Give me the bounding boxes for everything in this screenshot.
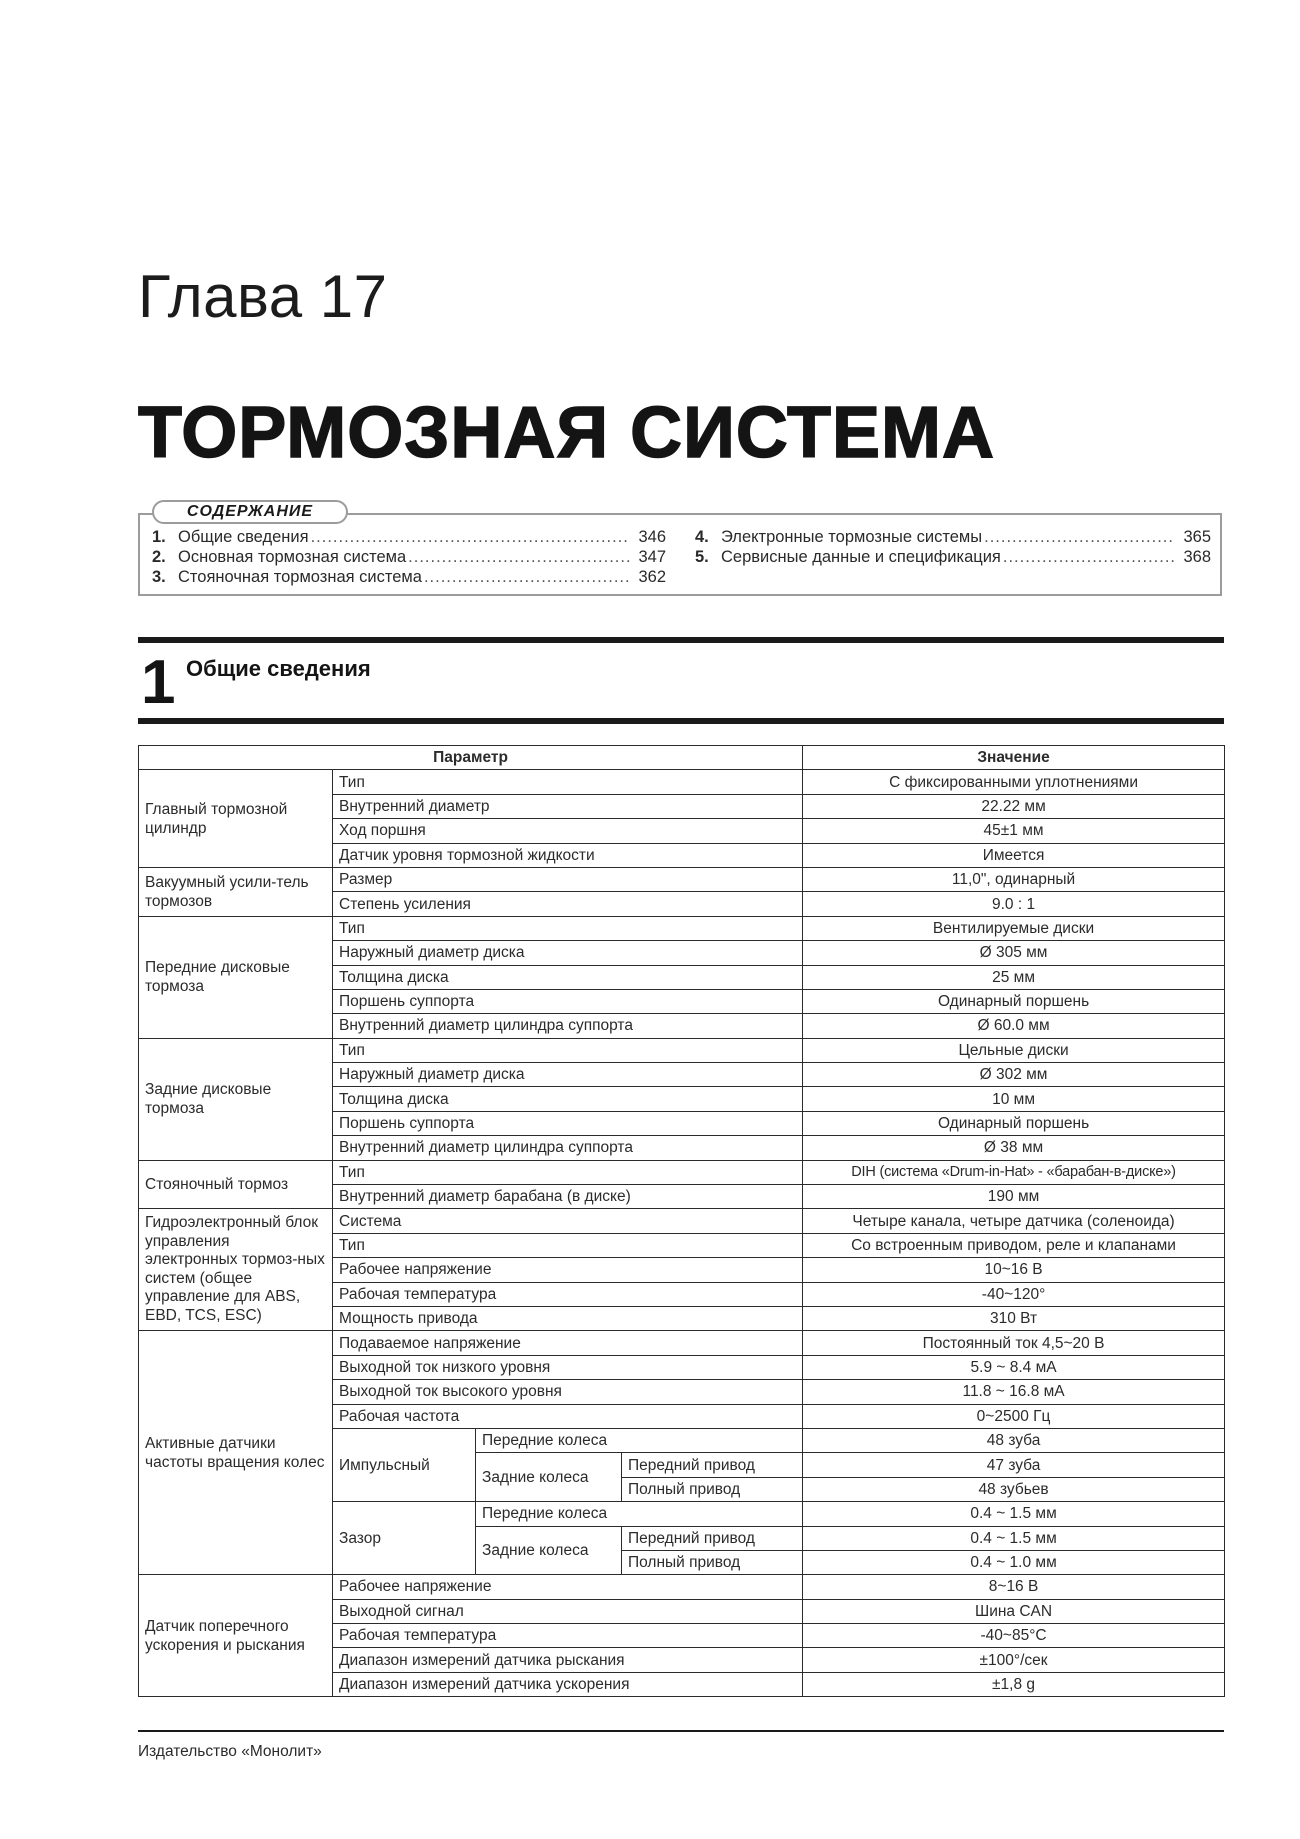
param-value: Одинарный поршень <box>803 989 1225 1013</box>
param-value: 0.4 ~ 1.5 мм <box>803 1526 1225 1550</box>
param-label: Наружный диаметр диска <box>333 1063 803 1087</box>
sub-group-label: Задние колеса <box>476 1526 622 1575</box>
param-label: Диапазон измерений датчика рыскания <box>333 1648 803 1672</box>
group-label: Гидроэлектронный блок управления электронных тормоз-ных систем (общее управление для ABS, EBD, TCS, ESC) <box>139 1209 333 1331</box>
chapter-label: Глава 17 <box>138 263 388 330</box>
toc-leader-dots <box>984 527 1175 547</box>
param-value: Имеется <box>803 843 1225 867</box>
param-value: 0.4 ~ 1.0 мм <box>803 1550 1225 1574</box>
toc-leader-dots <box>424 567 630 587</box>
param-value: Со встроенным приводом, реле и клапанами <box>803 1233 1225 1257</box>
sub-group-label: Импульсный <box>333 1428 476 1501</box>
table-row <box>139 770 1225 794</box>
toc-item-number: 5. <box>695 548 709 566</box>
chapter-title: ТОРМОЗНАЯ СИСТЕМА <box>138 393 996 473</box>
param-value: 5.9 ~ 8.4 мА <box>803 1355 1225 1379</box>
toc-item[interactable] <box>695 547 1211 567</box>
group-label: Датчик поперечного ускорения и рыскания <box>139 1575 333 1697</box>
table-row <box>139 1331 1225 1355</box>
param-label: Тип <box>333 1038 803 1062</box>
param-label: Размер <box>333 867 803 891</box>
param-value: 0.4 ~ 1.5 мм <box>803 1502 1225 1526</box>
param-value: -40~85°C <box>803 1624 1225 1648</box>
param-label: Рабочая температура <box>333 1624 803 1648</box>
toc-item-title: Сервисные данные и спецификация <box>721 548 1001 566</box>
param-value: 190 мм <box>803 1185 1225 1209</box>
param-value: 8~16 В <box>803 1575 1225 1599</box>
param-label: Полный привод <box>622 1477 803 1501</box>
param-label: Передний привод <box>622 1526 803 1550</box>
param-label: Внутренний диаметр барабана (в диске) <box>333 1185 803 1209</box>
param-label: Передние колеса <box>476 1502 803 1526</box>
toc-item[interactable] <box>152 527 666 547</box>
toc-item[interactable] <box>695 527 1211 547</box>
param-label: Рабочее напряжение <box>333 1575 803 1599</box>
table-row <box>139 916 1225 940</box>
group-label: Главный тормозной цилиндр <box>139 770 333 868</box>
toc-heading: СОДЕРЖАНИЕ <box>152 500 348 524</box>
sub-group-label: Зазор <box>333 1502 476 1575</box>
param-label: Полный привод <box>622 1550 803 1574</box>
table-row <box>139 1160 1225 1184</box>
param-value: Ø 38 мм <box>803 1136 1225 1160</box>
param-label: Тип <box>333 916 803 940</box>
param-value: Одинарный поршень <box>803 1111 1225 1135</box>
section-rule-top <box>138 637 1224 643</box>
param-value: С фиксированными уплотнениями <box>803 770 1225 794</box>
param-label: Передний привод <box>622 1453 803 1477</box>
param-value: 10~16 В <box>803 1258 1225 1282</box>
toc-item-page: 362 <box>638 568 666 586</box>
param-label: Толщина диска <box>333 965 803 989</box>
header-value: Значение <box>803 746 1225 770</box>
toc-item-page: 347 <box>638 548 666 566</box>
toc-item-title: Общие сведения <box>178 528 309 546</box>
toc-item-title: Основная тормозная система <box>178 548 407 566</box>
param-value: 10 мм <box>803 1087 1225 1111</box>
param-value: 45±1 мм <box>803 819 1225 843</box>
toc-item-number: 4. <box>695 528 709 546</box>
param-value: 48 зубьев <box>803 1477 1225 1501</box>
param-value: 0~2500 Гц <box>803 1404 1225 1428</box>
param-value: Ø 302 мм <box>803 1063 1225 1087</box>
table-row <box>139 1575 1225 1599</box>
param-label: Степень усиления <box>333 892 803 916</box>
param-label: Датчик уровня тормозной жидкости <box>333 843 803 867</box>
param-value: Ø 305 мм <box>803 941 1225 965</box>
param-value: -40~120° <box>803 1282 1225 1306</box>
toc-item-number: 1. <box>152 528 166 546</box>
param-value: 11,0", одинарный <box>803 867 1225 891</box>
table-row <box>139 867 1225 891</box>
param-value: 47 зуба <box>803 1453 1225 1477</box>
param-label: Поршень суппорта <box>333 1111 803 1135</box>
param-value: Постоянный ток 4,5~20 В <box>803 1331 1225 1355</box>
param-label: Внутренний диаметр цилиндра суппорта <box>333 1014 803 1038</box>
toc-column-right <box>695 527 1211 567</box>
group-label: Вакуумный усили-тель тормозов <box>139 867 333 916</box>
param-value: DIH (система «Drum-in-Hat» - «барабан-в-диске») <box>803 1160 1225 1184</box>
param-value: Цельные диски <box>803 1038 1225 1062</box>
param-label: Передние колеса <box>476 1428 803 1452</box>
param-value: Четыре канала, четыре датчика (соленоида) <box>803 1209 1225 1233</box>
section-title: Общие сведения <box>186 656 371 681</box>
toc-item-title: Электронные тормозные системы <box>721 528 983 546</box>
header-param: Параметр <box>139 746 803 770</box>
toc-column-left <box>152 527 666 587</box>
toc-item-title: Стояночная тормозная система <box>178 568 422 586</box>
spec-table <box>138 745 1225 1697</box>
param-label: Тип <box>333 1233 803 1257</box>
param-label: Поршень суппорта <box>333 989 803 1013</box>
param-label: Наружный диаметр диска <box>333 941 803 965</box>
param-value: 9.0 : 1 <box>803 892 1225 916</box>
toc-item-page: 346 <box>638 528 666 546</box>
param-value: 310 Вт <box>803 1306 1225 1330</box>
param-value: Вентилируемые диски <box>803 916 1225 940</box>
param-value: 48 зуба <box>803 1428 1225 1452</box>
param-label: Внутренний диаметр цилиндра суппорта <box>333 1136 803 1160</box>
param-label: Толщина диска <box>333 1087 803 1111</box>
param-label: Выходной ток высокого уровня <box>333 1380 803 1404</box>
param-label: Мощность привода <box>333 1306 803 1330</box>
param-label: Выходной ток низкого уровня <box>333 1355 803 1379</box>
toc-item-number: 2. <box>152 548 166 566</box>
group-label: Задние дисковые тормоза <box>139 1038 333 1160</box>
param-label: Тип <box>333 1160 803 1184</box>
toc-item-number: 3. <box>152 568 166 586</box>
param-label: Система <box>333 1209 803 1233</box>
param-label: Диапазон измерений датчика ускорения <box>333 1672 803 1696</box>
param-label: Подаваемое напряжение <box>333 1331 803 1355</box>
param-label: Ход поршня <box>333 819 803 843</box>
param-value: Шина CAN <box>803 1599 1225 1623</box>
param-value: 22.22 мм <box>803 794 1225 818</box>
toc-item-page: 368 <box>1183 548 1211 566</box>
param-label: Тип <box>333 770 803 794</box>
param-value: Ø 60.0 мм <box>803 1014 1225 1038</box>
section-rule-bottom <box>138 718 1224 724</box>
group-label: Стояночный тормоз <box>139 1160 333 1209</box>
footer-publisher: Издательство «Монолит» <box>138 1743 322 1760</box>
toc-leader-dots <box>408 547 630 567</box>
table-row <box>139 1209 1225 1233</box>
toc-leader-dots <box>311 527 630 547</box>
group-label: Активные датчики частоты вращения колес <box>139 1331 333 1575</box>
param-value: 25 мм <box>803 965 1225 989</box>
param-value: 11.8 ~ 16.8 мА <box>803 1380 1225 1404</box>
sub-group-label: Задние колеса <box>476 1453 622 1502</box>
param-label: Рабочее напряжение <box>333 1258 803 1282</box>
toc-item-page: 365 <box>1183 528 1211 546</box>
footer-rule <box>138 1730 1224 1732</box>
param-value: ±1,8 g <box>803 1672 1225 1696</box>
toc-item[interactable] <box>152 567 666 587</box>
section-number: 1 <box>141 648 176 717</box>
group-label: Передние дисковые тормоза <box>139 916 333 1038</box>
toc-leader-dots <box>1003 547 1175 567</box>
param-label: Рабочая частота <box>333 1404 803 1428</box>
toc-item[interactable] <box>152 547 666 567</box>
table-row <box>139 1038 1225 1062</box>
param-label: Выходной сигнал <box>333 1599 803 1623</box>
param-label: Внутренний диаметр <box>333 794 803 818</box>
param-value: ±100°/сек <box>803 1648 1225 1672</box>
param-label: Рабочая температура <box>333 1282 803 1306</box>
table-header-row <box>139 746 1225 770</box>
